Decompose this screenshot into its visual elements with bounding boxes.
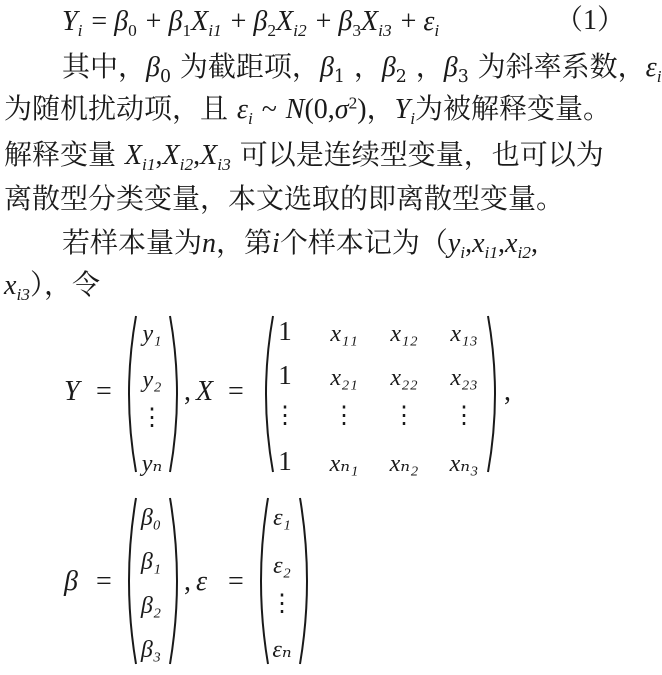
paragraph-line: $x_{i3}$），令	[4, 268, 100, 305]
matrix-y-right-paren	[166, 314, 186, 474]
matrix-x-cell: xₙ₂	[389, 451, 419, 477]
matrix-epsilon-entry: ⋮	[270, 591, 294, 617]
matrix-x-cell: x₂₂	[390, 365, 418, 391]
paragraph-line: 解释变量 $X_{i1},X_{i2},X_{i3}$ 可以是连续型变量，也可以为	[4, 138, 604, 175]
paragraph-line: 其中，$\beta_0$ 为截距项，$\beta_1$ ，$\beta_2$ ，$\beta_3$ 为斜率系数，$\varepsilon_i$	[62, 50, 662, 88]
matrix-beta-entry: β₀	[140, 505, 162, 531]
matrix-y-entry: y₂	[142, 367, 162, 393]
matrix-beta-entry: β₃	[140, 637, 162, 663]
matrix-beta-entry: β₂	[140, 593, 162, 619]
matrix-epsilon-label: ε	[196, 566, 208, 597]
matrix-beta-right-paren	[166, 496, 186, 666]
matrix-x-cell: ⋮	[332, 403, 356, 429]
matrix-x-cell: x₁₁	[330, 321, 358, 347]
matrix-x-label: X	[196, 376, 214, 407]
paragraph-line: 离散型分类变量，本文选取的即离散型变量。	[4, 182, 565, 215]
matrix-y-entry: y₁	[142, 321, 162, 347]
matrix-x-cell: x₁₂	[390, 321, 418, 347]
matrix-x-cell: x₂₁	[330, 365, 358, 391]
matrix-x-cell: ⋮	[452, 403, 476, 429]
matrix-epsilon-right-paren	[296, 496, 316, 666]
matrix-y-label: Y	[64, 376, 80, 407]
matrix-x-cell: 1	[278, 360, 292, 390]
matrix-epsilon-entry: εₙ	[272, 637, 292, 663]
matrix-x-cell: xₙ₃	[449, 451, 479, 477]
matrix-x-cell: ⋮	[273, 403, 297, 429]
matrix-epsilon-entry: ε₂	[273, 553, 291, 579]
equation-number: （1）	[554, 5, 625, 36]
matrix-x-cell: 1	[278, 446, 292, 476]
matrix-beta-entry: β₁	[140, 549, 162, 575]
matrix-x-cell: ⋮	[392, 403, 416, 429]
matrix-epsilon-entry: ε₁	[273, 505, 291, 531]
eq1-lhs: Y	[62, 6, 78, 37]
matrix-x-cell: x₂₃	[450, 365, 478, 391]
paragraph-line: 为随机扰动项，且 $\varepsilon_i$ ~ $N(0,\sigma^2)$，$Y_i$为被解释变量。	[4, 92, 612, 129]
matrix-y-entry: yₙ	[141, 451, 163, 477]
matrix-x-cell: x₁₃	[450, 321, 478, 347]
paragraph-line: 若样本量为n，第i个样本记为（$y_i,x_{i1},x_{i2}$,	[62, 226, 538, 263]
matrix-y-entry: ⋮	[140, 405, 164, 431]
equation-1: $Y_i = \beta_0 + \beta_1X_{i1} + \beta_2X_{i2} + \beta_3X_{i3} + \varepsilon_i$ （1）	[0, 0, 643, 42]
matrix-x-right-paren	[484, 314, 504, 474]
matrix-x-cell: 1	[278, 316, 292, 346]
matrix-beta-label: β	[64, 566, 78, 597]
matrix-x-cell: xₙ₁	[329, 451, 359, 477]
